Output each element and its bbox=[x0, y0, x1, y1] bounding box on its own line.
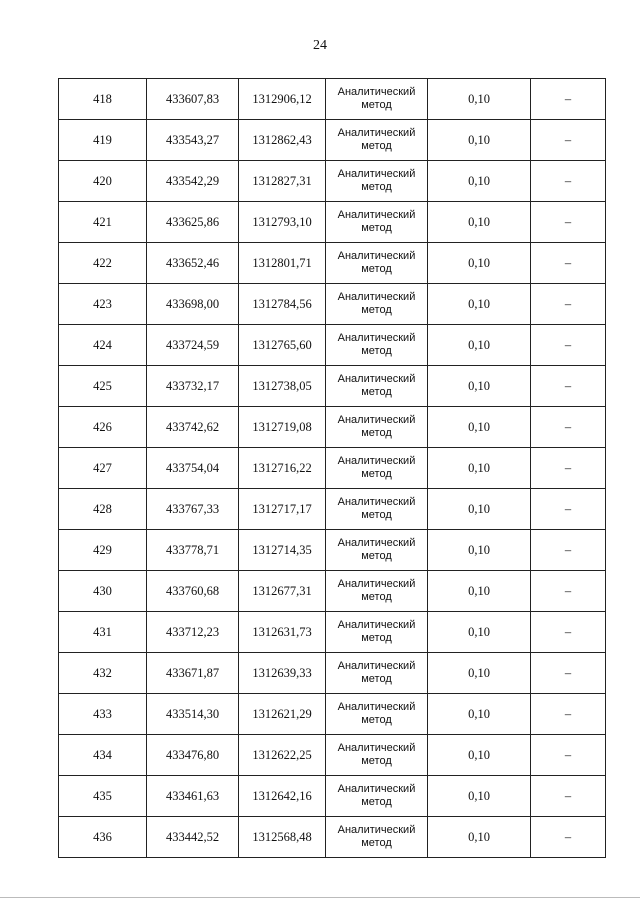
note-cell: – bbox=[531, 120, 606, 161]
x-coordinate-cell: 433754,04 bbox=[147, 448, 239, 489]
method-label-line1: Аналитический bbox=[337, 250, 416, 262]
method-label-line2: метод bbox=[361, 222, 392, 234]
method-cell bbox=[326, 776, 428, 817]
accuracy-cell: 0,10 bbox=[428, 612, 531, 653]
note-cell: – bbox=[531, 79, 606, 120]
table-row bbox=[59, 817, 606, 858]
note-cell: – bbox=[531, 366, 606, 407]
note-cell: – bbox=[531, 489, 606, 530]
table-row bbox=[59, 448, 606, 489]
method-cell bbox=[326, 817, 428, 858]
table-row bbox=[59, 284, 606, 325]
y-coordinate-cell: 1312765,60 bbox=[239, 325, 326, 366]
y-coordinate-cell: 1312714,35 bbox=[239, 530, 326, 571]
method-label-line2: метод bbox=[361, 345, 392, 357]
point-number-cell: 424 bbox=[59, 325, 147, 366]
note-cell: – bbox=[531, 243, 606, 284]
method-cell bbox=[326, 448, 428, 489]
y-coordinate-cell: 1312639,33 bbox=[239, 653, 326, 694]
note-cell: – bbox=[531, 284, 606, 325]
method-label-line2: метод bbox=[361, 140, 392, 152]
method-label-line2: метод bbox=[361, 550, 392, 562]
x-coordinate-cell: 433778,71 bbox=[147, 530, 239, 571]
method-label-line1: Аналитический bbox=[337, 578, 416, 590]
method-label-line2: метод bbox=[361, 673, 392, 685]
method-label-line2: метод bbox=[361, 509, 392, 521]
method-cell bbox=[326, 612, 428, 653]
table-row bbox=[59, 653, 606, 694]
point-number-cell: 429 bbox=[59, 530, 147, 571]
y-coordinate-cell: 1312568,48 bbox=[239, 817, 326, 858]
x-coordinate-cell: 433712,23 bbox=[147, 612, 239, 653]
method-cell bbox=[326, 530, 428, 571]
table-row bbox=[59, 202, 606, 243]
method-label-line1: Аналитический bbox=[337, 455, 416, 467]
method-label-line1: Аналитический bbox=[337, 660, 416, 672]
method-label-line2: метод bbox=[361, 263, 392, 275]
x-coordinate-cell: 433652,46 bbox=[147, 243, 239, 284]
point-number-cell: 433 bbox=[59, 694, 147, 735]
coordinates-table bbox=[58, 78, 606, 858]
x-coordinate-cell: 433607,83 bbox=[147, 79, 239, 120]
x-coordinate-cell: 433767,33 bbox=[147, 489, 239, 530]
point-number-cell: 430 bbox=[59, 571, 147, 612]
table-row bbox=[59, 366, 606, 407]
y-coordinate-cell: 1312862,43 bbox=[239, 120, 326, 161]
y-coordinate-cell: 1312784,56 bbox=[239, 284, 326, 325]
method-label-line2: метод bbox=[361, 386, 392, 398]
accuracy-cell: 0,10 bbox=[428, 653, 531, 694]
method-cell bbox=[326, 653, 428, 694]
point-number-cell: 422 bbox=[59, 243, 147, 284]
table-row bbox=[59, 571, 606, 612]
accuracy-cell: 0,10 bbox=[428, 735, 531, 776]
point-number-cell: 421 bbox=[59, 202, 147, 243]
page-number: 24 bbox=[313, 38, 327, 53]
page-bottom-edge bbox=[0, 897, 640, 898]
point-number-cell: 425 bbox=[59, 366, 147, 407]
accuracy-cell: 0,10 bbox=[428, 489, 531, 530]
accuracy-cell: 0,10 bbox=[428, 366, 531, 407]
note-cell: – bbox=[531, 817, 606, 858]
point-number-cell: 428 bbox=[59, 489, 147, 530]
method-cell bbox=[326, 284, 428, 325]
method-cell bbox=[326, 325, 428, 366]
note-cell: – bbox=[531, 776, 606, 817]
method-label-line2: метод bbox=[361, 714, 392, 726]
method-label-line2: метод bbox=[361, 181, 392, 193]
method-label-line1: Аналитический bbox=[337, 291, 416, 303]
method-label-line2: метод bbox=[361, 632, 392, 644]
y-coordinate-cell: 1312719,08 bbox=[239, 407, 326, 448]
table-row bbox=[59, 612, 606, 653]
x-coordinate-cell: 433742,62 bbox=[147, 407, 239, 448]
accuracy-cell: 0,10 bbox=[428, 202, 531, 243]
note-cell: – bbox=[531, 653, 606, 694]
y-coordinate-cell: 1312631,73 bbox=[239, 612, 326, 653]
x-coordinate-cell: 433514,30 bbox=[147, 694, 239, 735]
note-cell: – bbox=[531, 530, 606, 571]
table-row bbox=[59, 161, 606, 202]
note-cell: – bbox=[531, 161, 606, 202]
method-label-line2: метод bbox=[361, 796, 392, 808]
method-label-line1: Аналитический bbox=[337, 742, 416, 754]
accuracy-cell: 0,10 bbox=[428, 120, 531, 161]
method-label-line1: Аналитический bbox=[337, 373, 416, 385]
method-cell bbox=[326, 202, 428, 243]
method-label-line1: Аналитический bbox=[337, 619, 416, 631]
y-coordinate-cell: 1312622,25 bbox=[239, 735, 326, 776]
x-coordinate-cell: 433671,87 bbox=[147, 653, 239, 694]
method-label-line2: метод bbox=[361, 427, 392, 439]
y-coordinate-cell: 1312642,16 bbox=[239, 776, 326, 817]
method-label-line1: Аналитический bbox=[337, 209, 416, 221]
x-coordinate-cell: 433442,52 bbox=[147, 817, 239, 858]
table-row bbox=[59, 776, 606, 817]
accuracy-cell: 0,10 bbox=[428, 161, 531, 202]
note-cell: – bbox=[531, 735, 606, 776]
note-cell: – bbox=[531, 407, 606, 448]
y-coordinate-cell: 1312677,31 bbox=[239, 571, 326, 612]
method-label-line2: метод bbox=[361, 591, 392, 603]
table-row bbox=[59, 694, 606, 735]
method-cell bbox=[326, 407, 428, 448]
x-coordinate-cell: 433476,80 bbox=[147, 735, 239, 776]
method-label-line1: Аналитический bbox=[337, 332, 416, 344]
y-coordinate-cell: 1312717,17 bbox=[239, 489, 326, 530]
x-coordinate-cell: 433543,27 bbox=[147, 120, 239, 161]
x-coordinate-cell: 433461,63 bbox=[147, 776, 239, 817]
point-number-cell: 423 bbox=[59, 284, 147, 325]
table-row bbox=[59, 120, 606, 161]
point-number-cell: 426 bbox=[59, 407, 147, 448]
accuracy-cell: 0,10 bbox=[428, 243, 531, 284]
note-cell: – bbox=[531, 202, 606, 243]
method-cell bbox=[326, 366, 428, 407]
method-label-line1: Аналитический bbox=[337, 783, 416, 795]
point-number-cell: 420 bbox=[59, 161, 147, 202]
method-label-line2: метод bbox=[361, 304, 392, 316]
method-label-line2: метод bbox=[361, 468, 392, 480]
x-coordinate-cell: 433732,17 bbox=[147, 366, 239, 407]
y-coordinate-cell: 1312801,71 bbox=[239, 243, 326, 284]
point-number-cell: 419 bbox=[59, 120, 147, 161]
table-row bbox=[59, 407, 606, 448]
accuracy-cell: 0,10 bbox=[428, 79, 531, 120]
method-label-line1: Аналитический bbox=[337, 414, 416, 426]
coordinates-table-body bbox=[59, 79, 606, 858]
method-cell bbox=[326, 735, 428, 776]
x-coordinate-cell: 433542,29 bbox=[147, 161, 239, 202]
method-label-line2: метод bbox=[361, 837, 392, 849]
accuracy-cell: 0,10 bbox=[428, 448, 531, 489]
table-row bbox=[59, 243, 606, 284]
note-cell: – bbox=[531, 325, 606, 366]
accuracy-cell: 0,10 bbox=[428, 776, 531, 817]
x-coordinate-cell: 433724,59 bbox=[147, 325, 239, 366]
point-number-cell: 435 bbox=[59, 776, 147, 817]
y-coordinate-cell: 1312906,12 bbox=[239, 79, 326, 120]
method-label-line1: Аналитический bbox=[337, 86, 416, 98]
accuracy-cell: 0,10 bbox=[428, 530, 531, 571]
accuracy-cell: 0,10 bbox=[428, 694, 531, 735]
table-row bbox=[59, 530, 606, 571]
point-number-cell: 436 bbox=[59, 817, 147, 858]
method-label-line2: метод bbox=[361, 99, 392, 111]
method-cell bbox=[326, 161, 428, 202]
accuracy-cell: 0,10 bbox=[428, 571, 531, 612]
method-cell bbox=[326, 694, 428, 735]
note-cell: – bbox=[531, 612, 606, 653]
x-coordinate-cell: 433625,86 bbox=[147, 202, 239, 243]
y-coordinate-cell: 1312793,10 bbox=[239, 202, 326, 243]
method-label-line1: Аналитический bbox=[337, 127, 416, 139]
y-coordinate-cell: 1312621,29 bbox=[239, 694, 326, 735]
table-row bbox=[59, 325, 606, 366]
table-row bbox=[59, 489, 606, 530]
accuracy-cell: 0,10 bbox=[428, 407, 531, 448]
accuracy-cell: 0,10 bbox=[428, 325, 531, 366]
accuracy-cell: 0,10 bbox=[428, 817, 531, 858]
method-cell bbox=[326, 571, 428, 612]
method-cell bbox=[326, 79, 428, 120]
y-coordinate-cell: 1312738,05 bbox=[239, 366, 326, 407]
method-cell bbox=[326, 120, 428, 161]
method-label-line1: Аналитический bbox=[337, 537, 416, 549]
method-label-line1: Аналитический bbox=[337, 824, 416, 836]
point-number-cell: 427 bbox=[59, 448, 147, 489]
table-row bbox=[59, 735, 606, 776]
note-cell: – bbox=[531, 571, 606, 612]
note-cell: – bbox=[531, 694, 606, 735]
note-cell: – bbox=[531, 448, 606, 489]
point-number-cell: 434 bbox=[59, 735, 147, 776]
method-label-line1: Аналитический bbox=[337, 701, 416, 713]
y-coordinate-cell: 1312716,22 bbox=[239, 448, 326, 489]
method-label-line2: метод bbox=[361, 755, 392, 767]
table-row bbox=[59, 79, 606, 120]
method-label-line1: Аналитический bbox=[337, 496, 416, 508]
x-coordinate-cell: 433760,68 bbox=[147, 571, 239, 612]
point-number-cell: 418 bbox=[59, 79, 147, 120]
y-coordinate-cell: 1312827,31 bbox=[239, 161, 326, 202]
accuracy-cell: 0,10 bbox=[428, 284, 531, 325]
point-number-cell: 432 bbox=[59, 653, 147, 694]
x-coordinate-cell: 433698,00 bbox=[147, 284, 239, 325]
method-label-line1: Аналитический bbox=[337, 168, 416, 180]
method-cell bbox=[326, 489, 428, 530]
point-number-cell: 431 bbox=[59, 612, 147, 653]
method-cell bbox=[326, 243, 428, 284]
